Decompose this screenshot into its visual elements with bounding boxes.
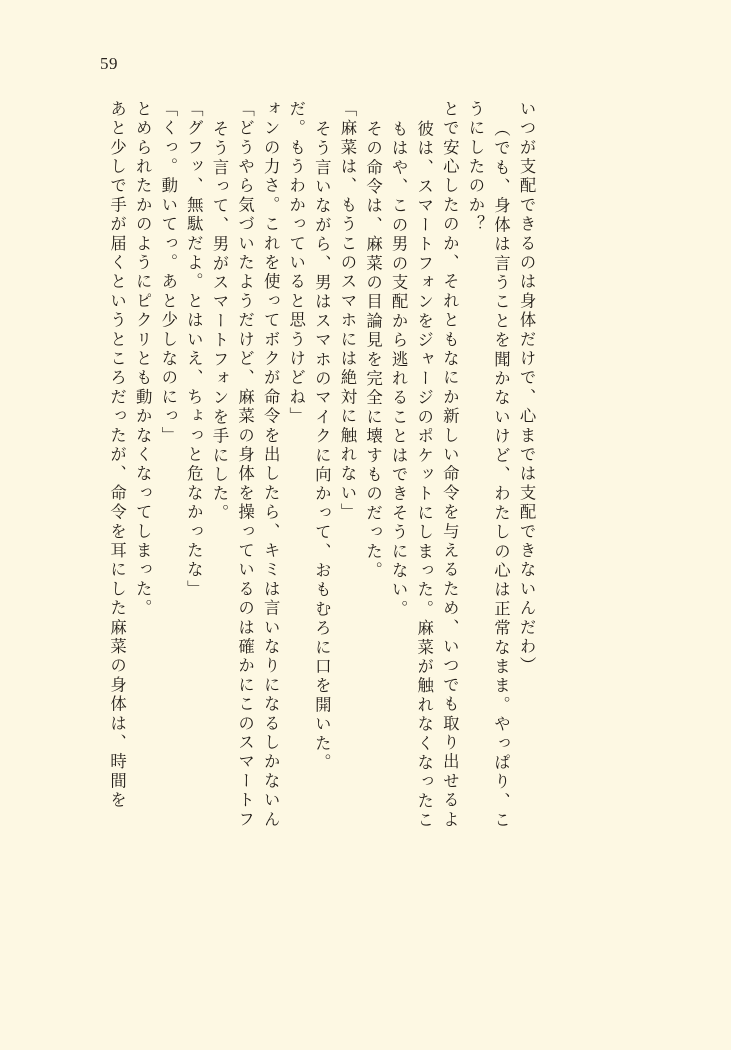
text-line: そう言いながら、男はスマホのマイクに向かって、おもむろに口を開いた。 [312, 120, 332, 773]
text-line: うにしたのか？ [465, 100, 485, 235]
text-line: そう言って、男がスマートフォンを手にした。 [209, 120, 229, 524]
text-line: いつが支配できるのは身体だけで、心までは支配できないんだわ） [517, 100, 537, 676]
page-number: 59 [100, 54, 118, 73]
text-line: 「麻菜は、もうこのスマホには絶対に触れない」 [337, 100, 357, 523]
text-line: だ。もうわかっていると思うけどね」 [286, 100, 306, 427]
text-line: 「グフッ、無駄だよ。とはいえ、ちょっと危なかったな」 [184, 100, 204, 600]
text-line: 「くっ。動いてっ。あと少しなのにっ」 [158, 100, 178, 446]
text-line: もはや、この男の支配から逃れることはできそうにない。 [389, 120, 409, 620]
text-line: その命令は、麻菜の目論見を完全に壊すものだった。 [363, 120, 383, 581]
text-line: ォンの力さ。これを使ってボクが命令を出したら、キミは言いなりになるしかないん [261, 100, 281, 830]
text-line: （でも、身体は言うことを聞かないけど、わたしの心は正常なまま。やっぱり、こ [491, 120, 511, 831]
text-line: 「どうやら気づいたようだけど、麻菜の身体を操っているのは確かにこのスマートフ [235, 100, 255, 830]
text-line: 彼は、スマートフォンをジャージのポケットにしまった。麻菜が触れなくなったこ [414, 120, 434, 831]
vertical-text-block [99, 100, 659, 965]
text-line: あと少しで手が届くというところだったが、命令を耳にした麻菜の身体は、時間を [107, 100, 127, 811]
text-line: とめられたかのようにピクリとも動かなくなってしまった。 [133, 100, 153, 619]
text-line: とで安心したのか、それともなにか新しい命令を与えるため、いつでも取り出せるよ [440, 100, 460, 830]
